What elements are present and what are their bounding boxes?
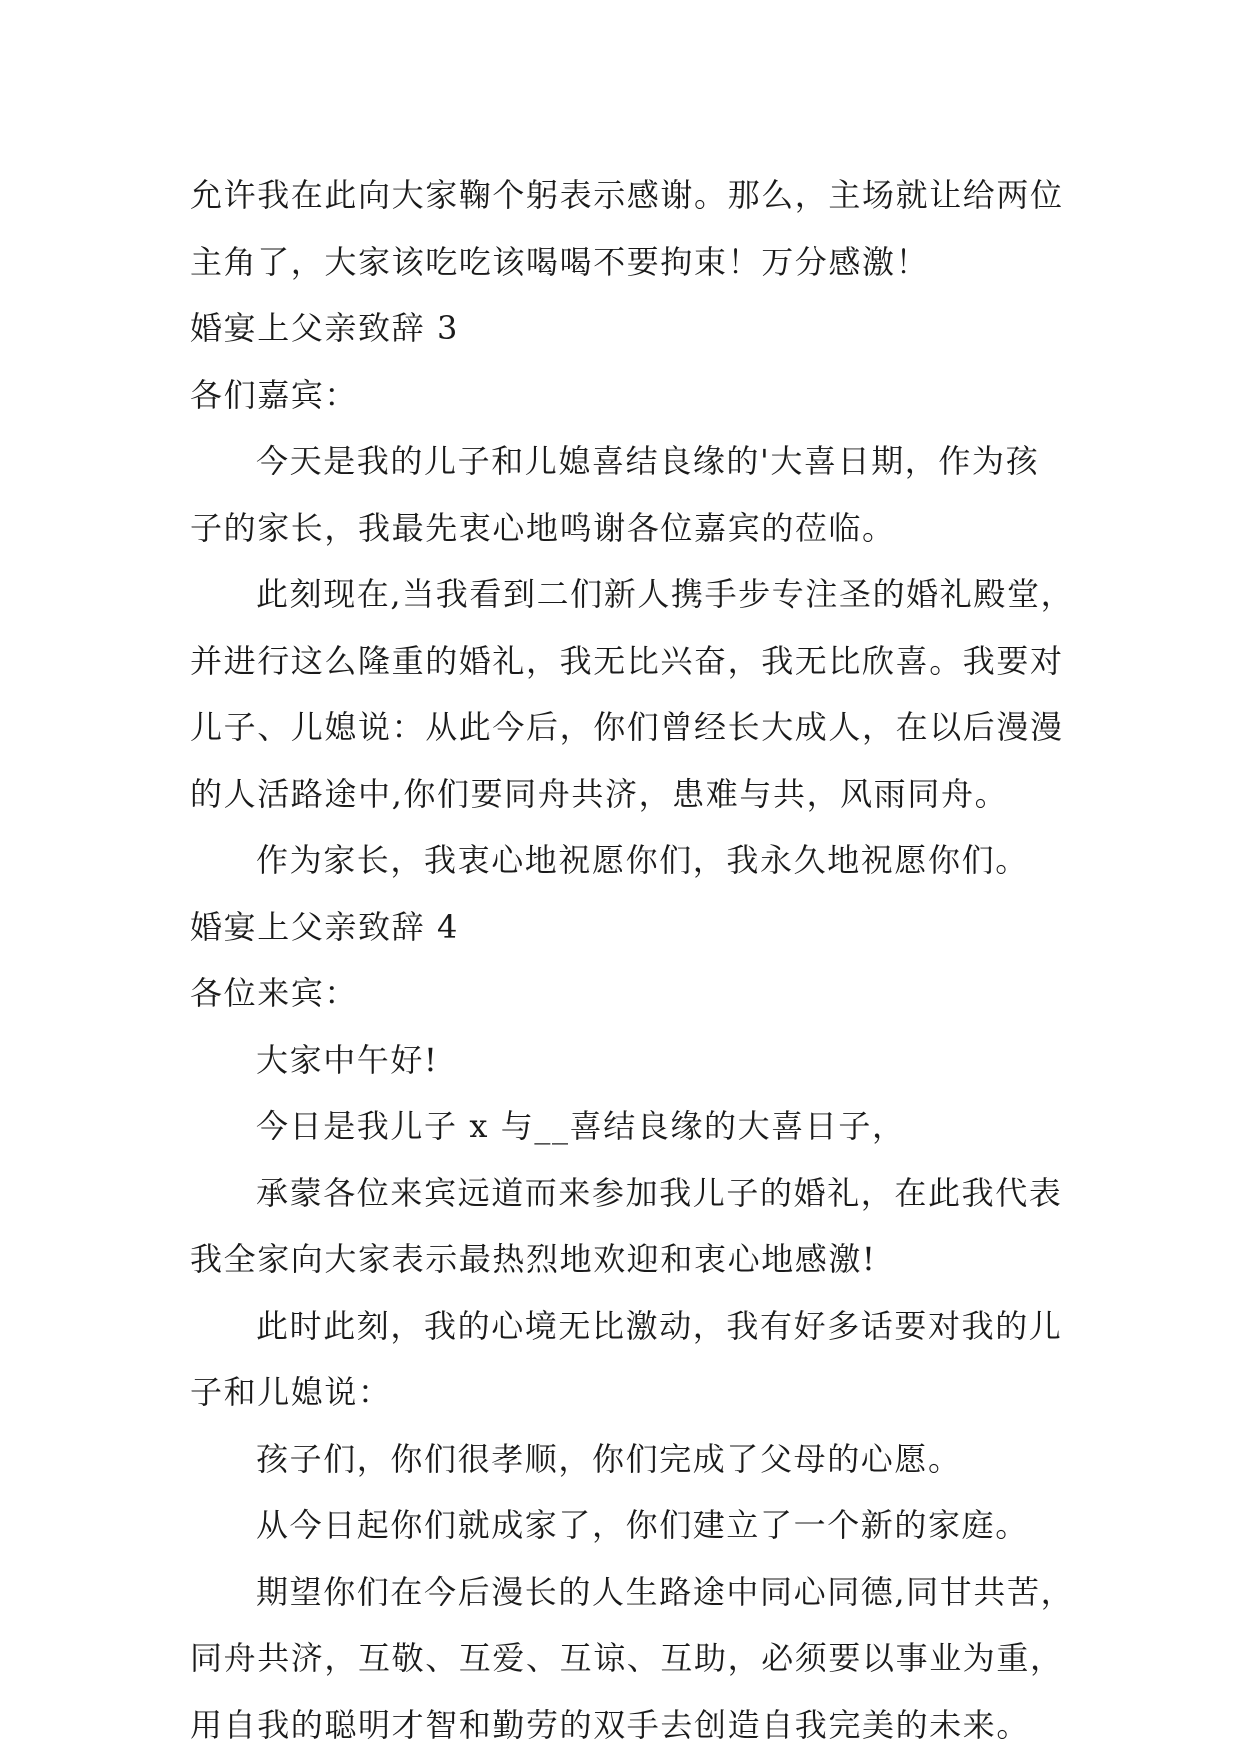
body-line: 今日是我儿子 x 与__喜结良缘的大喜日子， — [190, 1093, 1070, 1160]
body-line: 作为家长，我衷心地祝愿你们，我永久地祝愿你们。 — [190, 827, 1070, 894]
section-heading: 婚宴上父亲致辞 3 — [190, 295, 1070, 362]
body-line: 子的家长，我最先衷心地鸣谢各位嘉宾的莅临。 — [190, 495, 1070, 562]
body-line: 允许我在此向大家鞠个躬表示感谢。那么，主场就让给两位 — [190, 162, 1070, 229]
body-line: 主角了，大家该吃吃该喝喝不要拘束！万分感激！ — [190, 229, 1070, 296]
body-line: 儿子、儿媳说：从此今后，你们曾经长大成人，在以后漫漫 — [190, 694, 1070, 761]
body-line: 此时此刻，我的心境无比激动，我有好多话要对我的儿 — [190, 1293, 1070, 1360]
body-line: 的人活路途中,你们要同舟共济，患难与共，风雨同舟。 — [190, 761, 1070, 828]
body-line: 我全家向大家表示最热烈地欢迎和衷心地感激! — [190, 1226, 1070, 1293]
body-line: 承蒙各位来宾远道而来参加我儿子的婚礼，在此我代表 — [190, 1160, 1070, 1227]
body-line: 孩子们，你们很孝顺，你们完成了父母的心愿。 — [190, 1426, 1070, 1493]
body-line: 期望你们在今后漫长的人生路途中同心同德,同甘共苦， — [190, 1559, 1070, 1626]
body-line: 同舟共济，互敬、互爱、互谅、互助，必须要以事业为重， — [190, 1625, 1070, 1692]
section-heading: 婚宴上父亲致辞 4 — [190, 894, 1070, 961]
body-line: 此刻现在,当我看到二们新人携手步专注圣的婚礼殿堂， — [190, 561, 1070, 628]
body-line: 从今日起你们就成家了，你们建立了一个新的家庭。 — [190, 1492, 1070, 1559]
body-line: 用自我的聪明才智和勤劳的双手去创造自我完美的未来。 — [190, 1692, 1070, 1758]
salutation: 各们嘉宾： — [190, 362, 1070, 429]
body-line: 并进行这么隆重的婚礼，我无比兴奋，我无比欣喜。我要对 — [190, 628, 1070, 695]
body-line: 子和儿媳说： — [190, 1359, 1070, 1426]
body-line: 大家中午好! — [190, 1027, 1070, 1094]
document-body — [190, 162, 1070, 1758]
body-line: 今天是我的儿子和儿媳喜结良缘的'大喜日期，作为孩 — [190, 428, 1070, 495]
salutation: 各位来宾： — [190, 960, 1070, 1027]
